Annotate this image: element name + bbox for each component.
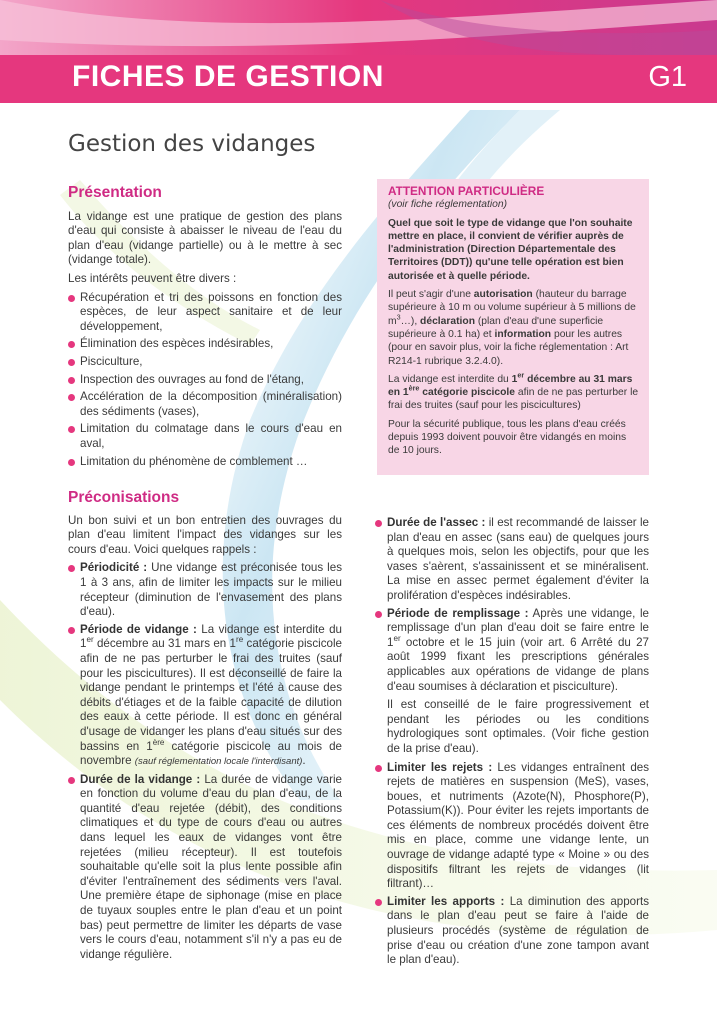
preconisations-heading: Préconisations bbox=[68, 489, 180, 506]
preconisations-intro: Un bon suivi et un bon entretien des ouvrages du plan d'eau limitent l'impact des vidanges sur les cours d'eau. Voici quelques rappels : bbox=[68, 513, 342, 556]
preconisations-section bbox=[68, 491, 342, 965]
preconisations-right-column bbox=[375, 516, 649, 971]
attention-box bbox=[377, 179, 649, 475]
attention-paragraph-2: Il peut s'agir d'une autorisation (hauteur du barrage supérieure à 10 m ou volume supérieur à 5 millions de $m^3\dots$), déclaration (plan d'eau d'une superficie supérieure à 0.1 ha) et information pour les autres (pour en savoir plus, voir la fiche réglementation : Art R214-1 rubrique 3.2.4.0). bbox=[388, 289, 636, 367]
attention-paragraph-4: Pour la sécurité publique, tous les plans d'eau créés depuis 1993 doivent pouvoir être vidangés en moins de 10 jours. bbox=[388, 418, 627, 457]
bullet-icon bbox=[68, 341, 75, 348]
interests-intro: Les intérêts peuvent être divers : bbox=[68, 271, 237, 285]
bullet-icon bbox=[68, 377, 75, 384]
attention-subtitle: (voir fiche réglementation) bbox=[388, 199, 508, 211]
preconisations-list-right bbox=[375, 516, 649, 968]
list-item: Limitation du phénomène de comblement … bbox=[68, 455, 342, 470]
bullet-icon bbox=[375, 899, 382, 906]
list-item: Récupération et tri des poissons en fonction des espèces, de leur aspect sanitaire et de leur développement, bbox=[68, 291, 342, 335]
bullet-icon bbox=[68, 295, 75, 302]
bullet-icon bbox=[68, 359, 75, 366]
list-item-periodicite: Périodicité : Une vidange est préconisée tous les 1 à 3 ans, afin de limiter les impacts sur le milieu récepteur (diminution de l'envasement des plans d'eau). bbox=[68, 561, 342, 619]
bullet-icon bbox=[375, 765, 382, 772]
bullet-icon bbox=[68, 426, 75, 433]
presentation-heading: Présentation bbox=[68, 184, 162, 201]
list-item-periode-remplissage: Période de remplissage : Après une vidange, le remplissage d'un plan d'eau doit se faire entre le 1er octobre et le 15 juin (voir art. 6 Arrêté du 27 août 1999 fixant les prescriptions générales applicables aux opérations de vidange de plans d'eau soumises à déclaration et pisciculture). Il est conseillé de le faire progressivement et pendant les périodes ou les conditions hydrologiques sont optimales. (Voir fiche gestion de la prise d'eau). bbox=[375, 607, 649, 757]
page-title: Gestion des vidanges bbox=[68, 131, 316, 157]
attention-paragraph-3: La vidange est interdite du 1er décembre au 31 mars en 1ère catégorie piscicole afin de ne pas perturber le frai des truites (sauf pour les piscicultures) bbox=[388, 370, 639, 412]
list-item-periode-vidange: Période de vidange : La vidange est interdite du 1er décembre au 31 mars en 1re catégorie piscicole afin de ne pas perturber le frai des truites (sauf pour les piscicultures). Il est déconseillé de faire la vidange pendant le printemps et l'été à cause des débits d'étiages et de la faible capacité de dilution des eaux à cette période. Il est donc en général d'usage de vidanger les plans d'eau situés sur des bassins en 1ère catégorie piscicole au mois de novembre (sauf réglementation locale l'interdisant). bbox=[68, 623, 342, 770]
bullet-icon bbox=[375, 520, 382, 527]
preconisations-list-left bbox=[68, 561, 342, 962]
list-item-limiter-apports: Limiter les apports : La diminution des apports dans le plan d'eau peut se faire à l'aide de plusieurs procédés (système de régulation de prise d'eau ou création d'une zone tampon avant le plan d'eau). bbox=[375, 895, 649, 968]
bullet-icon bbox=[68, 627, 75, 634]
header-title: FICHES DE GESTION bbox=[72, 60, 384, 93]
list-item-duree-assec: Durée de l'assec : il est recommandé de laisser le plan d'eau en assec (sans eau) de quelques jours à quelques mois, selon les objectifs, pour que les vases s'aèrent, s'assainissent et se minéralisent. La mise en assec permet également d'éviter la prolifération d'espèces indésirables. bbox=[375, 516, 649, 604]
interests-list bbox=[68, 291, 342, 470]
bullet-icon bbox=[68, 394, 75, 401]
presentation-intro: La vidange est une pratique de gestion des plans d'eau qui consiste à abaisser le niveau de l'eau du plan d'eau (vidange partielle) ou à le mettre à sec (vidange totale). bbox=[68, 209, 342, 267]
list-item: Inspection des ouvrages au fond de l'étang, bbox=[68, 373, 342, 388]
bullet-icon bbox=[375, 611, 382, 618]
sheet-code: G1 bbox=[648, 61, 687, 93]
list-item-duree-vidange: Durée de la vidange : La durée de vidange varie en fonction du volume d'eau du plan d'eau, de la quantité d'eau rejetée (débit), des conditions climatiques et du type de cours d'eau ou autres dans lequel les eaux de vidanges vont être rejetées (milieu récepteur). Il est toutefois souhaitable qu'elle soit la plus lente possible afin d'éviter l'entraînement des sédiments vers l'aval. Une première étape de siphonage (mise en place de tuyaux souples entre le plan d'eau et un point bas) peut permettre de limiter les départs de vase vers le cours d'eau, notamment s'il n'y a pas eu de vidange régulière. bbox=[68, 773, 342, 963]
list-item: Accélération de la décomposition (minéralisation) des sédiments (vases), bbox=[68, 390, 342, 419]
remplissage-note: Il est conseillé de le faire progressivement et pendant les périodes ou les conditions hydrologiques sont optimales. (Voir fiche gestion de la prise d'eau). bbox=[387, 698, 649, 755]
list-item-limiter-rejets: Limiter les rejets : Les vidanges entraînent des rejets de matières en suspension (MeS), vases, boues, et nutriments (Azote(N), Phosphore(P), Potassium(K)). Pour éviter les rejets importants de ces éléments de nombreux procédés doivent être mis en place, comme une vidange lente, un ouvrage de vidange adapté type « Moine » ou des dispositifs filtrant les rejets de vidanges (lit filtrant)… bbox=[375, 761, 649, 892]
attention-paragraph-1: Quel que soit le type de vidange que l'on souhaite mettre en place, il convient de vérifier auprès de l'administration (Direction Départementale des Territoires (DDT)) qu'une telle opération est bien autorisée et à quelle période. bbox=[388, 217, 633, 282]
bullet-icon bbox=[68, 777, 75, 784]
list-item: Pisciculture, bbox=[68, 355, 342, 370]
bullet-icon bbox=[68, 565, 75, 572]
bullet-icon bbox=[68, 459, 75, 466]
list-item: Élimination des espèces indésirables, bbox=[68, 337, 342, 352]
list-item: Limitation du colmatage dans le cours d'eau en aval, bbox=[68, 422, 342, 451]
presentation-section bbox=[68, 186, 342, 472]
attention-title: ATTENTION PARTICULIÈRE bbox=[388, 184, 545, 198]
